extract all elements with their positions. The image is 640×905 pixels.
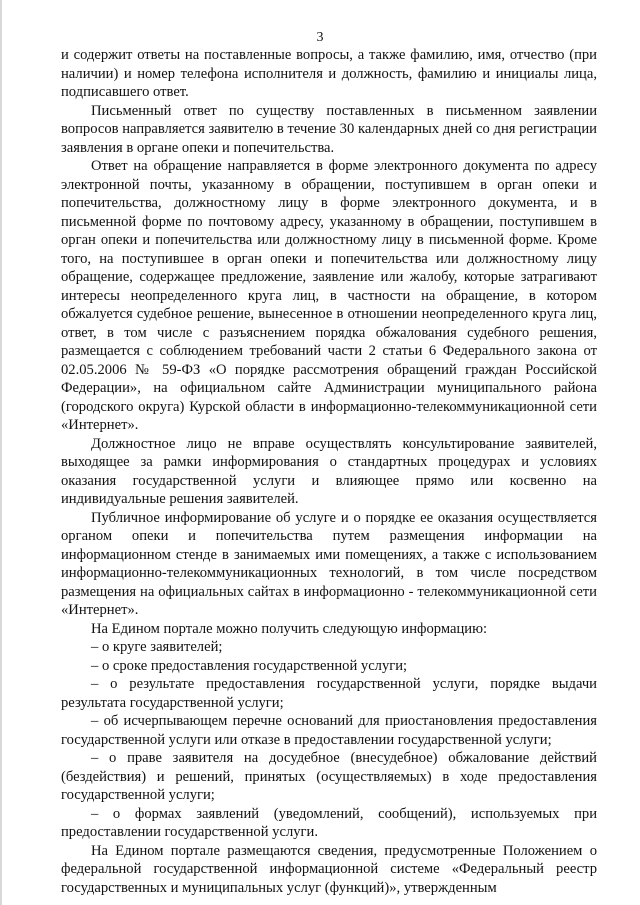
- list-item-result: – о результате предоставления государственной услуги, порядке выдачи результата государственной услуги;: [61, 676, 597, 711]
- paragraph-portal-information: На Едином портале размещаются сведения, предусмотренные Положением о федеральной государственной информационной системе «Федеральный реестр государственных и муниципальных услуг (функций)», утвержденным: [61, 842, 597, 896]
- paragraph-continuation: и содержит ответы на поставленные вопросы, а также фамилию, имя, отчество (при наличии) и номер телефона исполнителя и должность, фамилию и инициалы лица, подписавшего ответ.: [61, 47, 597, 100]
- list-item-terms: – о сроке предоставления государственной услуги;: [91, 657, 408, 674]
- list-item-forms: – о формах заявлений (уведомлений, сообщений), используемых при предоставлении государственной услуги.: [61, 805, 597, 840]
- paragraph-response-form: Ответ на обращение направляется в форме электронного документа по адресу электронной почты, указанному в обращении, поступившем в орган опеки и попечительства, должностному лицу в форме электронного документа, и в письменной форме по почтовому адресу, указанному в обращении, поступившем в орган опеки и попечительства или должностному лицу в письменной форме. Кроме того, на поступившее в орган опеки и попечительства или должностному лицу обращение, содержащее предложение, заявление или жалобу, которые затрагивают интересы неопределенного круга лиц, в частности на обращение, в котором обжалуется судебное решение, вынесенное в отношении неопределенного круга лиц, ответ, в том числе с разъяснением порядка обжалования судебного решения, размещается с соблюдением требований части 2 статьи 6 Федерального закона от 02.05.2006 № 59-ФЗ «О порядке рассмотрения обращений граждан Российской Федерации», на официальном сайте Администрации муниципального района (городского округа) Курской области в информационно-телекоммуникационной сети «Интернет».: [61, 158, 597, 433]
- page-number: 3: [316, 30, 324, 45]
- paragraph-public-information: Публичное информирование об услуге и о порядке ее оказания осуществляется органом опеки и попечительства путем размещения информации на информационном стенде в занимаемых ими помещениях, а также с использованием информационно-телекоммуникационных технологий, в том числе посредством размещения на официальных сайтах в информационно - телекоммуникационной сети «Интернет».: [61, 509, 597, 618]
- paragraph-written-answer: Письменный ответ по существу поставленных в письменном заявлении вопросов направляется заявителю в течение 30 календарных дней со дня регистрации заявления в органе опеки и попечительства.: [61, 102, 597, 156]
- document-body: [61, 46, 597, 897]
- paragraph-consulting-limits: Должностное лицо не вправе осуществлять консультирование заявителей, выходящее за рамки информирования о стандартных процедурах и условиях оказания государственной услуги и влияющее прямо или косвенно на индивидуальные решения заявителей.: [61, 435, 597, 507]
- scan-edge: [0, 0, 2, 905]
- list-item-applicants: – о круге заявителей;: [91, 639, 223, 655]
- paragraph-portal-intro: На Едином портале можно получить следующую информацию:: [91, 620, 488, 637]
- list-item-appeal-right: – о праве заявителя на досудебное (внесудебное) обжалование действий (бездействия) и решений, принятых (осуществляемых) в ходе предоставления государственной услуги;: [61, 750, 597, 803]
- list-item-grounds: – об исчерпывающем перечне оснований для приостановления предоставления государственной услуги или отказе в предоставлении государственной услуги;: [61, 713, 597, 748]
